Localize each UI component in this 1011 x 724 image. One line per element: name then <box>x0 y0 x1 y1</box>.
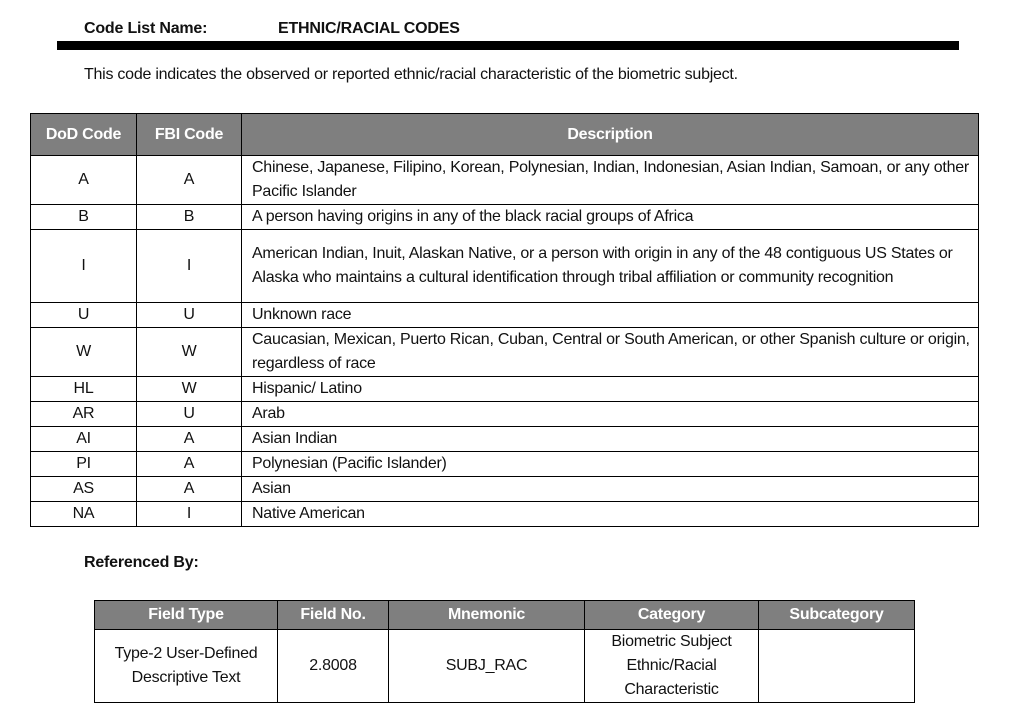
intro-text: This code indicates the observed or reported ethnic/racial characteristic of the biometric subject. <box>84 66 738 83</box>
column-header-fbi-code: FBI Code <box>137 114 242 156</box>
table-row <box>31 328 979 377</box>
code-list-name-label: Code List Name: <box>84 20 208 37</box>
codes-header-row <box>31 114 979 156</box>
fbi-code-cell: I <box>137 502 242 527</box>
field-no-cell: 2.8008 <box>278 630 389 703</box>
dod-code-cell: U <box>31 303 137 328</box>
field-type-cell: Type-2 User-Defined Descriptive Text <box>95 630 278 703</box>
fbi-code-cell: W <box>137 377 242 402</box>
fbi-code-cell: A <box>137 427 242 452</box>
referenced-by-table <box>94 600 915 703</box>
dod-code-cell: NA <box>31 502 137 527</box>
fbi-code-cell: W <box>137 328 242 377</box>
table-row <box>31 502 979 527</box>
table-row <box>31 205 979 230</box>
table-row <box>31 452 979 477</box>
dod-code-cell: B <box>31 205 137 230</box>
table-row <box>31 303 979 328</box>
column-header-dod-code: DoD Code <box>31 114 137 156</box>
fbi-code-cell: U <box>137 303 242 328</box>
table-row <box>31 477 979 502</box>
description-cell: Unknown race <box>242 303 979 328</box>
description-cell: American Indian, Inuit, Alaskan Native, or a person with origin in any of the 48 contiguous US States or Alaska who maintains a cultural identification through tribal affiliation or community recognition <box>242 230 979 303</box>
dod-code-cell: W <box>31 328 137 377</box>
fbi-code-cell: A <box>137 156 242 205</box>
referenced-by-label: Referenced By: <box>84 554 199 571</box>
table-row <box>31 156 979 205</box>
description-cell: Arab <box>242 402 979 427</box>
column-header-description: Description <box>242 114 979 156</box>
code-list-header <box>84 20 460 38</box>
dod-code-cell: A <box>31 156 137 205</box>
fbi-code-cell: U <box>137 402 242 427</box>
table-row <box>31 377 979 402</box>
dod-code-cell: PI <box>31 452 137 477</box>
dod-code-cell: AS <box>31 477 137 502</box>
description-cell: Asian <box>242 477 979 502</box>
table-row <box>95 630 915 703</box>
column-header-mnemonic: Mnemonic <box>389 601 585 630</box>
column-header-subcategory: Subcategory <box>759 601 915 630</box>
mnemonic-cell: SUBJ_RAC <box>389 630 585 703</box>
column-header-field-no: Field No. <box>278 601 389 630</box>
description-cell: Asian Indian <box>242 427 979 452</box>
fbi-code-cell: A <box>137 477 242 502</box>
category-cell: Biometric Subject Ethnic/Racial Characteristic <box>585 630 759 703</box>
description-cell: Native American <box>242 502 979 527</box>
dod-code-cell: AI <box>31 427 137 452</box>
table-row <box>31 402 979 427</box>
subcategory-cell <box>759 630 915 703</box>
description-cell: Caucasian, Mexican, Puerto Rican, Cuban, Central or South American, or other Spanish culture or origin, regardless of race <box>242 328 979 377</box>
code-list-name-value: ETHNIC/RACIAL CODES <box>278 20 460 37</box>
header-rule <box>57 41 959 50</box>
table-row <box>31 230 979 303</box>
fbi-code-cell: B <box>137 205 242 230</box>
table-row <box>31 427 979 452</box>
column-header-field-type: Field Type <box>95 601 278 630</box>
referenced-by-header-row <box>95 601 915 630</box>
column-header-category: Category <box>585 601 759 630</box>
fbi-code-cell: A <box>137 452 242 477</box>
dod-code-cell: AR <box>31 402 137 427</box>
fbi-code-cell: I <box>137 230 242 303</box>
description-cell: Chinese, Japanese, Filipino, Korean, Polynesian, Indian, Indonesian, Asian Indian, Samoan, or any other Pacific Islander <box>242 156 979 205</box>
dod-code-cell: HL <box>31 377 137 402</box>
dod-code-cell: I <box>31 230 137 303</box>
description-cell: A person having origins in any of the black racial groups of Africa <box>242 205 979 230</box>
description-cell: Hispanic/ Latino <box>242 377 979 402</box>
codes-table <box>30 113 979 527</box>
description-cell: Polynesian (Pacific Islander) <box>242 452 979 477</box>
